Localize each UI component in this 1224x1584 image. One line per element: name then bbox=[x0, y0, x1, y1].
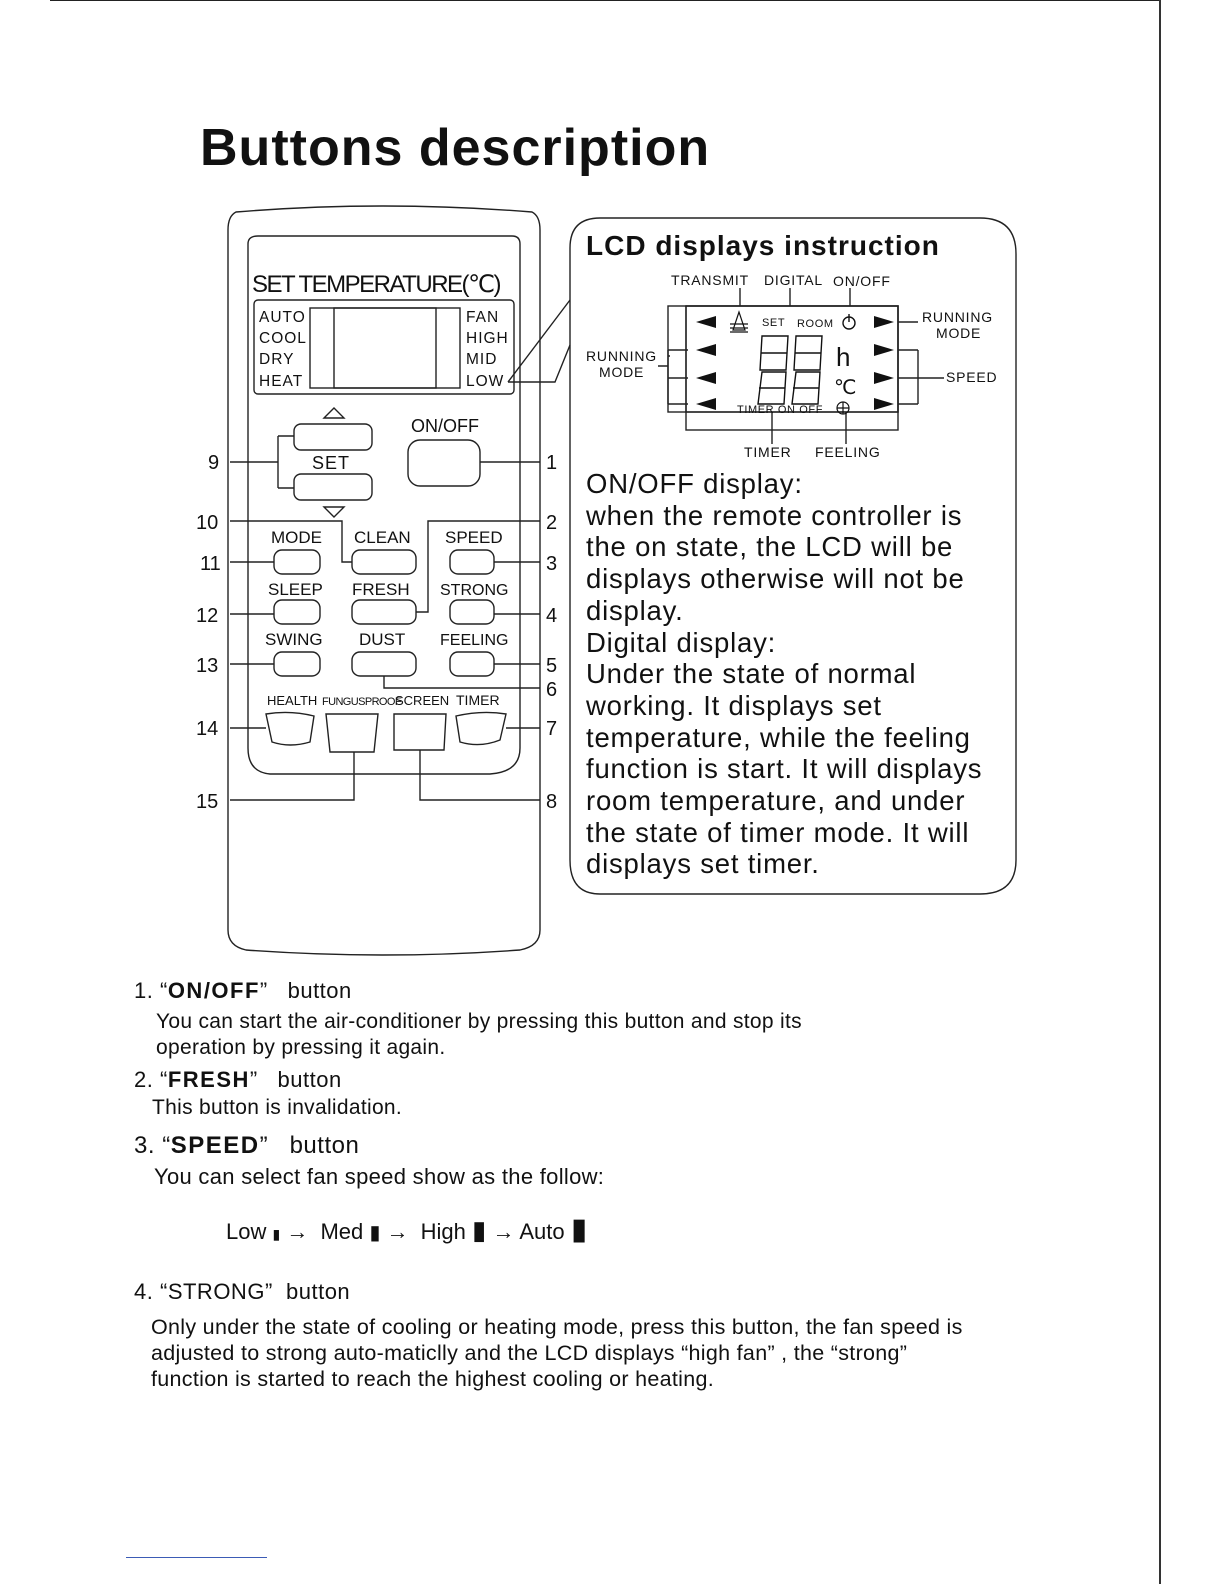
item-line: You can start the air-conditioner by pressing this button and stop its bbox=[156, 1010, 802, 1033]
item-number: 2. bbox=[134, 1067, 154, 1092]
callout-14: 14 bbox=[196, 718, 219, 740]
item-number: 1. bbox=[134, 978, 154, 1003]
callout-13: 13 bbox=[196, 655, 219, 677]
lcd-label-digital: DIGITAL bbox=[764, 272, 824, 288]
lcd-label-running-left-1: RUNNING bbox=[586, 348, 657, 364]
arrow-icon: → bbox=[492, 1219, 515, 1244]
close-quote: ” bbox=[259, 1132, 269, 1159]
lcd-screen-room: ROOM bbox=[797, 318, 834, 330]
lcd-screen-timer-on-off: TIMER ON OFF bbox=[737, 404, 824, 416]
callout-6: 6 bbox=[546, 679, 558, 701]
close-quote: ” bbox=[259, 978, 268, 1003]
lcd-screen-unit-h: h bbox=[836, 342, 851, 372]
dust-button-label: DUST bbox=[359, 630, 406, 649]
open-quote: “ bbox=[159, 978, 168, 1003]
speed-auto: Auto bbox=[519, 1219, 565, 1244]
lcd-desc-line: working. It displays set bbox=[586, 689, 882, 721]
mode-low: LOW bbox=[466, 373, 505, 390]
lcd-desc-line: when the remote controller is bbox=[586, 499, 963, 531]
lcd-desc-line: display. bbox=[586, 594, 684, 626]
item-suffix: button bbox=[277, 1067, 342, 1092]
close-quote: ” bbox=[264, 1279, 273, 1304]
open-quote: “ bbox=[162, 1132, 171, 1159]
arrow-icon: → bbox=[386, 1219, 409, 1244]
footnote-rule bbox=[126, 1557, 267, 1558]
lcd-screen-unit-c: ℃ bbox=[834, 377, 857, 399]
open-quote: “ bbox=[159, 1279, 168, 1304]
lcd-desc-line: the on state, the LCD will be bbox=[586, 531, 954, 563]
mode-high: HIGH bbox=[466, 330, 509, 347]
feeling-button-label: FEELING bbox=[440, 632, 509, 649]
lcd-screen-digits: 88 bbox=[760, 360, 762, 361]
item-1-text bbox=[156, 1009, 802, 1061]
callout-10: 10 bbox=[196, 512, 219, 534]
fan-level-3-icon: ▮ bbox=[472, 1215, 487, 1245]
item-key: ON/OFF bbox=[167, 978, 260, 1003]
item-2-heading bbox=[134, 1067, 342, 1093]
fan-level-4-icon: ▮ bbox=[570, 1213, 588, 1246]
item-1-heading bbox=[134, 978, 352, 1004]
callout-5: 5 bbox=[546, 655, 558, 677]
mode-dry: DRY bbox=[259, 351, 295, 368]
timer-button-label: TIMER bbox=[456, 692, 500, 708]
page-title: Buttons description bbox=[200, 119, 711, 177]
item-line: function is started to reach the highest cooling or heating. bbox=[151, 1367, 715, 1391]
callout-4: 4 bbox=[546, 605, 558, 627]
lcd-desc-line: displays otherwise will not be bbox=[586, 563, 965, 595]
callout-2: 2 bbox=[546, 512, 558, 534]
lcd-label-timer: TIMER bbox=[744, 444, 792, 460]
lcd-desc-line: ON/OFF display: bbox=[586, 468, 803, 499]
item-line: adjusted to strong auto-maticlly and the LCD displays “high fan” , the “strong” bbox=[151, 1341, 908, 1365]
lcd-section-title: LCD displays instruction bbox=[586, 230, 940, 261]
strong-button-label: STRONG bbox=[440, 582, 509, 599]
lcd-desc-line: Under the state of normal bbox=[586, 658, 917, 690]
lcd-label-running-left-2: MODE bbox=[599, 364, 645, 380]
swing-button-label: SWING bbox=[265, 630, 323, 649]
speed-button-label: SPEED bbox=[445, 528, 503, 547]
arrow-icon: → bbox=[286, 1219, 309, 1244]
item-key: SPEED bbox=[170, 1132, 260, 1159]
lcd-desc-line: room temperature, and under bbox=[586, 785, 966, 817]
fungusproof-button-label: FUNGUSPROOF bbox=[322, 696, 401, 708]
fan-level-2-icon: ▮ bbox=[369, 1222, 381, 1244]
lcd-description bbox=[586, 468, 1026, 880]
fan-level-1-icon: ▮ bbox=[272, 1226, 281, 1242]
speed-high: High bbox=[420, 1219, 466, 1244]
onoff-label: ON/OFF bbox=[411, 416, 479, 436]
lcd-screen-set: SET bbox=[762, 317, 786, 329]
speed-low: Low bbox=[226, 1219, 267, 1244]
callout-12: 12 bbox=[196, 605, 219, 627]
item-number: 4. bbox=[134, 1279, 154, 1304]
mode-heat: HEAT bbox=[259, 373, 304, 390]
item-key: STRONG bbox=[167, 1279, 265, 1304]
lcd-digits-icon bbox=[758, 336, 822, 404]
item-suffix: button bbox=[286, 1279, 351, 1304]
item-key: FRESH bbox=[167, 1067, 250, 1092]
item-4-text bbox=[151, 1314, 963, 1392]
lcd-desc-line: displays set timer. bbox=[586, 848, 820, 880]
item-suffix: button bbox=[287, 978, 352, 1003]
item-line: You can select fan speed show as the follow: bbox=[154, 1164, 605, 1189]
lcd-label-running-right-2: MODE bbox=[936, 325, 982, 341]
lcd-label-feeling: FEELING bbox=[815, 444, 881, 460]
item-3-heading bbox=[134, 1132, 359, 1160]
sleep-button-label: SLEEP bbox=[268, 580, 323, 599]
mode-mid: MID bbox=[466, 351, 498, 368]
fan-icon bbox=[837, 402, 849, 414]
item-4-heading bbox=[134, 1279, 350, 1305]
item-3-text bbox=[154, 1164, 604, 1190]
lcd-desc-line: Digital display: bbox=[586, 626, 777, 658]
clean-button-label: CLEAN bbox=[354, 528, 411, 547]
lcd-label-transmit: TRANSMIT bbox=[671, 272, 749, 288]
health-button-label: HEALTH bbox=[267, 693, 318, 708]
open-quote: “ bbox=[159, 1067, 168, 1092]
lcd-label-running-right-1: RUNNING bbox=[922, 309, 993, 325]
callout-11: 11 bbox=[200, 553, 221, 575]
lcd-desc-line: function is start. It will displays bbox=[586, 753, 983, 785]
item-suffix: button bbox=[289, 1132, 360, 1159]
mode-fan: FAN bbox=[466, 309, 500, 326]
item-number: 3. bbox=[134, 1132, 156, 1159]
callout-1: 1 bbox=[546, 452, 558, 474]
speed-cycle bbox=[226, 1212, 587, 1247]
callout-15: 15 bbox=[196, 791, 219, 813]
callout-8: 8 bbox=[546, 791, 558, 813]
callout-3: 3 bbox=[546, 553, 558, 575]
item-line: Only under the state of cooling or heating mode, press this button, the fan speed is bbox=[151, 1315, 963, 1339]
power-icon bbox=[843, 314, 855, 329]
fresh-button-label: FRESH bbox=[352, 580, 410, 599]
callout-9: 9 bbox=[208, 452, 220, 474]
speed-med: Med bbox=[320, 1219, 364, 1244]
item-line: operation by pressing it again. bbox=[156, 1036, 446, 1059]
item-2-text bbox=[152, 1095, 402, 1121]
mode-auto: AUTO bbox=[259, 309, 306, 326]
screen-button-label: SCREEN bbox=[395, 693, 450, 708]
lcd-desc-line: temperature, while the feeling bbox=[586, 721, 971, 753]
set-temperature-label: SET TEMPERATURE(℃) bbox=[252, 271, 500, 298]
set-label: SET bbox=[312, 453, 351, 473]
mode-button-label: MODE bbox=[271, 528, 322, 547]
mode-cool: COOL bbox=[259, 330, 307, 347]
lcd-label-onoff: ON/OFF bbox=[833, 273, 891, 289]
close-quote: ” bbox=[249, 1067, 258, 1092]
lcd-desc-line: the state of timer mode. It will bbox=[586, 816, 970, 848]
callout-7: 7 bbox=[546, 718, 558, 740]
item-line: This button is invalidation. bbox=[152, 1096, 403, 1119]
lcd-label-speed: SPEED bbox=[946, 369, 998, 385]
